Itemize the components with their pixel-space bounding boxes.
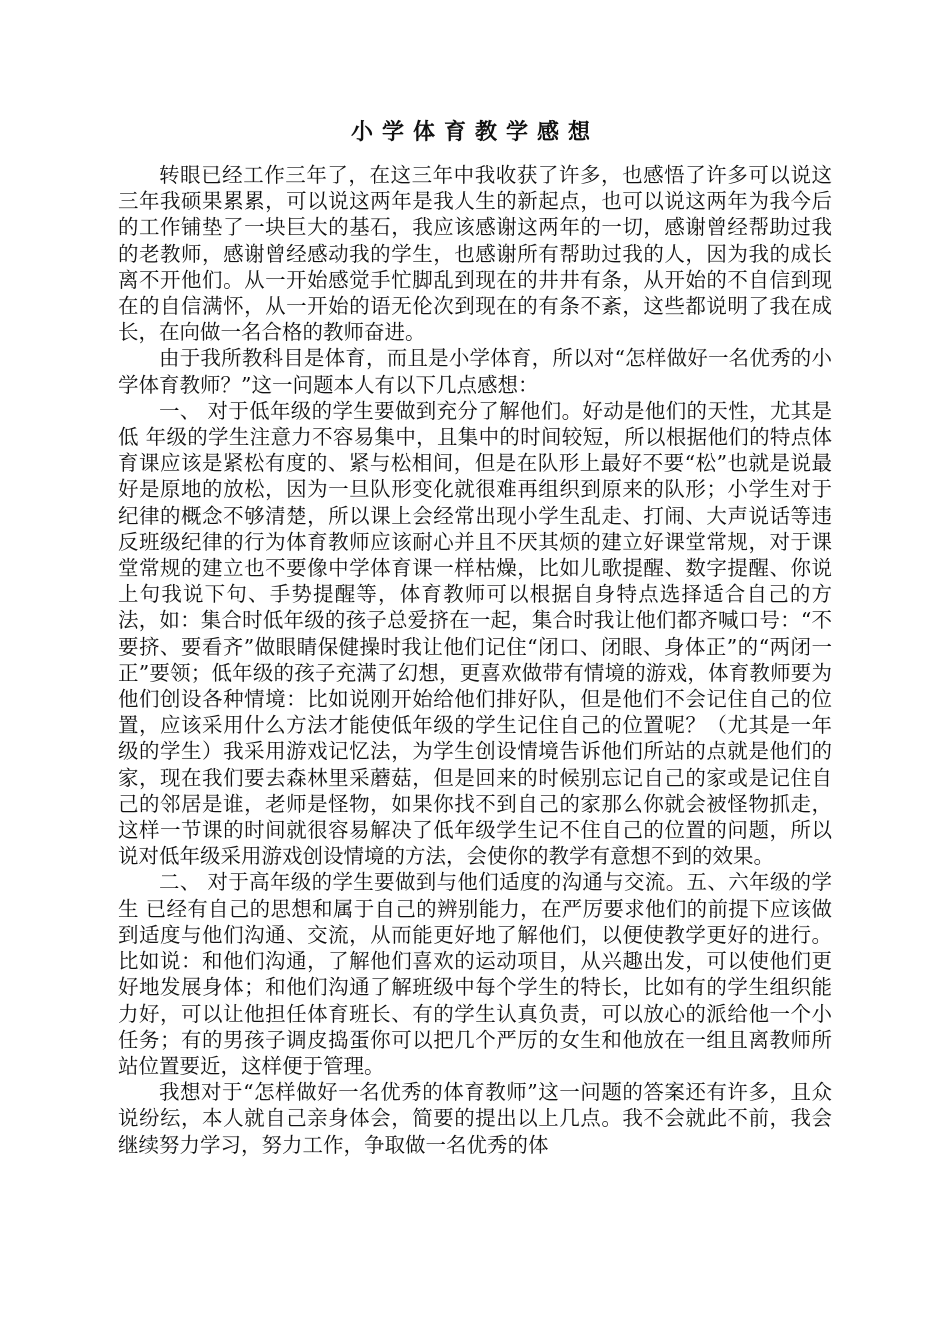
document-body <box>118 162 832 1158</box>
document-title: 小学体育教学感想 <box>350 120 599 145</box>
paragraph-point-two: 二、 对于高年级的学生要做到与他们适度的沟通与交流。五、六年级的学生 已经有自己的思想和属于自己的辨别能力，在严厉要求他们的前提下应该做到适度与他们沟通、交流，从而能更好地了解他们，以便使教学更好的进行。比如说：和他们沟通，了解他们喜欢的运动项目，从兴趣出发，可以使他们更好地发展身体；和他们沟通了解班级中每个学生的特长，比如有的学生组织能力好，可以让他担任体育班长、有的学生认真负责，可以放心的派给他一个小任务；有的男孩子调皮捣蛋你可以把几个严厉的女生和他放在一组且离教师所站位置要近，这样便于管理。 <box>118 870 832 1078</box>
paragraph-point-one: 一、 对于低年级的学生要做到充分了解他们。好动是他们的天性，尤其是低 年级的学生注意力不容易集中，且集中的时间较短，所以根据他们的特点体育课应该是紧松有度的、紧与松相间，但是在队形上最好不要“松”也就是说最好是原地的放松，因为一旦队形变化就很难再组织到原来的队形；小学生对于纪律的概念不够清楚，所以课上会经常出现小学生乱走、打闹、大声说话等违反班级纪律的行为体育教师应该耐心并且不厌其烦的建立好课堂常规，对于课堂常规的建立也不要像中学体育课一样枯燥，比如儿歌提醒、数字提醒、你说上句我说下句、手势提醒等，体育教师可以根据自身特点选择适合自己的方法，如：集合时低年级的孩子总爱挤在一起，集合时我让他们都齐喊口号：“不要挤、要看齐”做眼睛保健操时我让他们记住“闭口、闭眼、身体正”的“两闭一正”要领；低年级的孩子充满了幻想，更喜欢做带有情境的游戏，体育教师要为他们创设各种情境：比如说刚开始给他们排好队，但是他们不会记住自己的位置，应该采用什么方法才能使低年级的学生记住自己的位置呢？（尤其是一年级的学生）我采用游戏记忆法，为学生创设情境告诉他们所站的点就是他们的家，现在我们要去森林里采蘑菇，但是回来的时候别忘记自己的家或是记住自己的邻居是谁，老师是怪物，如果你找不到自己的家那么你就会被怪物抓走，这样一节课的时间就很容易解决了低年级学生记不住自己的位置的问题，所以说对低年级采用游戏创设情境的方法，会使你的教学有意想不到的效果。 <box>118 398 832 869</box>
paragraph-conclusion: 我想对于“怎样做好一名优秀的体育教师”这一问题的答案还有许多，且众说纷纭，本人就自己亲身体会，简要的提出以上几点。我不会就此不前，我会继续努力学习，努力工作，争取做一名优秀的体 <box>118 1080 832 1157</box>
document-page <box>118 118 832 1158</box>
paragraph-question: 由于我所教科目是体育，而且是小学体育，所以对“怎样做好一名优秀的小学体育教师？”这一问题本人有以下几点感想： <box>118 346 832 397</box>
paragraph-intro: 转眼已经工作三年了，在这三年中我收获了许多，也感悟了许多可以说这三年我硕果累累，可以说这两年是我人生的新起点，也可以说这两年为我今后的工作铺垫了一块巨大的基石，我应该感谢这两年的一切，感谢曾经帮助过我的老教师，感谢曾经感动我的学生，也感谢所有帮助过我的人，因为我的成长离不开他们。从一开始感觉手忙脚乱到现在的井井有条，从开始的不自信到现在的自信满怀，从一开始的语无伦次到现在的有条不紊，这些都说明了我在成长，在向做一名合格的教师奋进。 <box>118 163 832 345</box>
